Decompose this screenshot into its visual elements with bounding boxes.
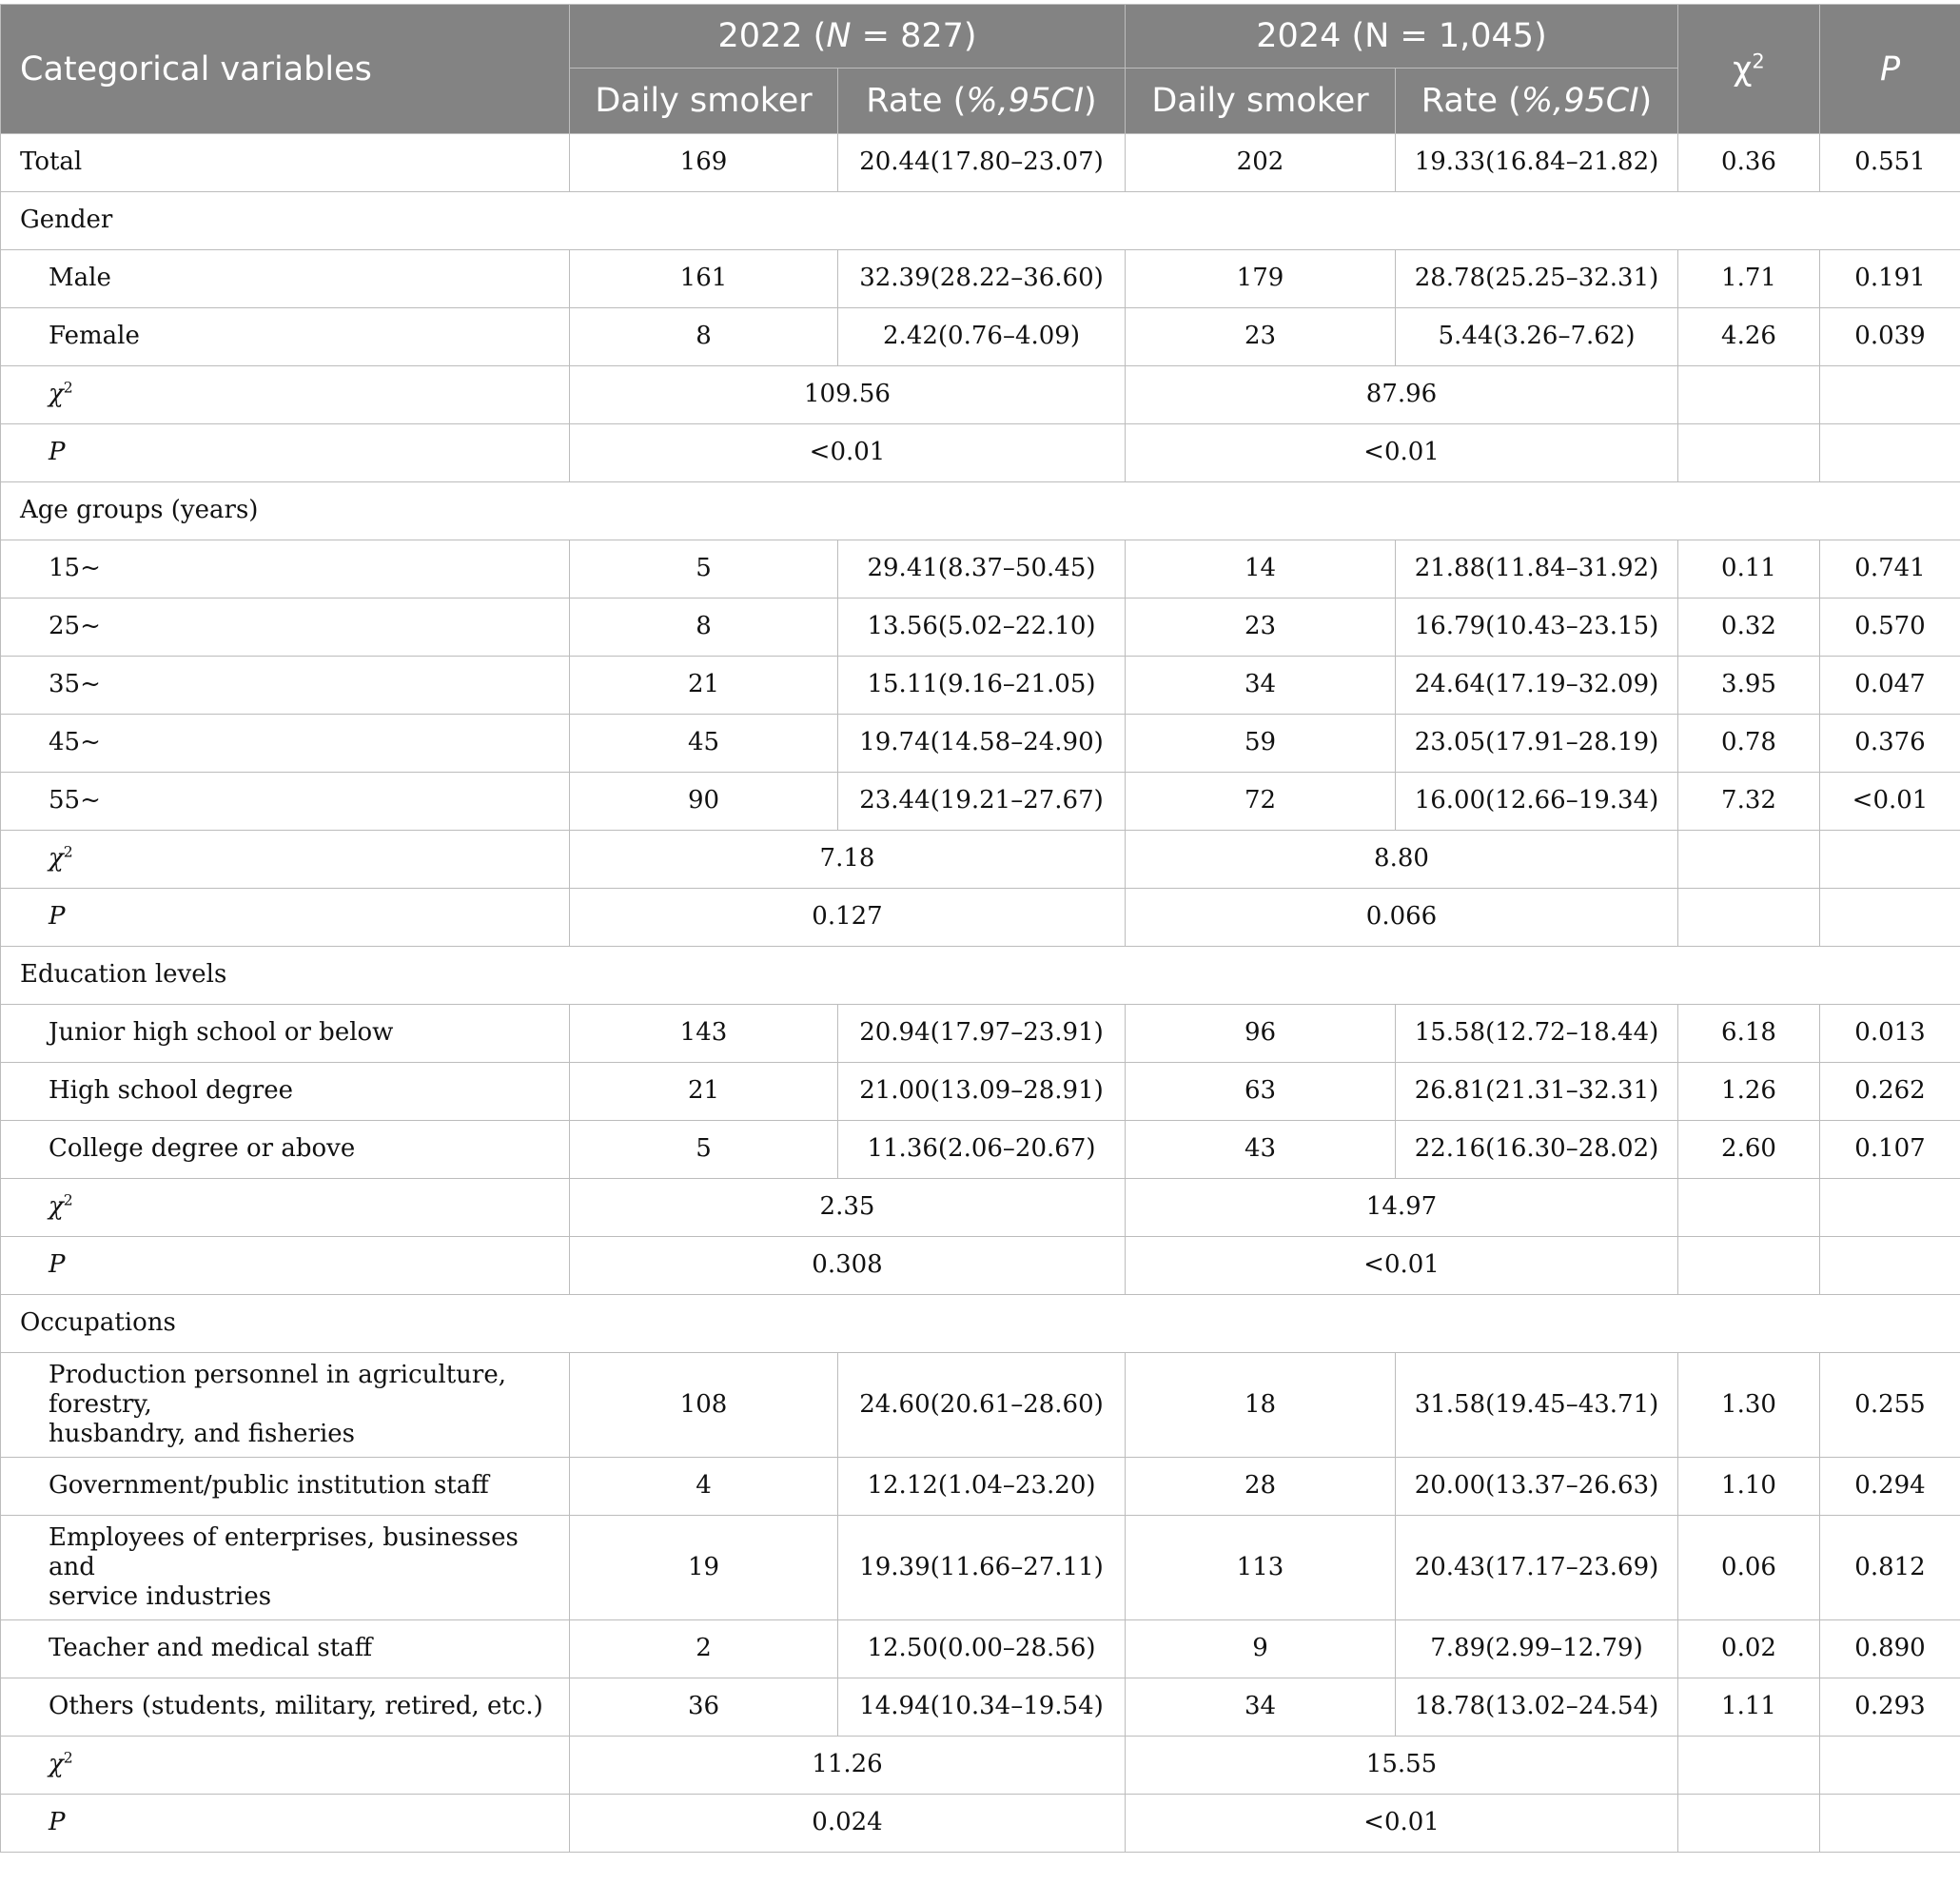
empty-cell [1678, 889, 1820, 947]
header-rate-2022: Rate (%,95CI) [838, 69, 1126, 134]
p-value-2024: <0.01 [1126, 1237, 1678, 1295]
rate-2024: 21.88(11.84–31.92) [1396, 540, 1678, 599]
daily-smoker-2024: 63 [1126, 1063, 1396, 1121]
rate-2024: 7.89(2.99–12.79) [1396, 1620, 1678, 1678]
daily-smoker-2024: 9 [1126, 1620, 1396, 1678]
section-label: Age groups (years) [1, 482, 1960, 540]
rate-2022: 14.94(10.34–19.54) [838, 1678, 1126, 1737]
empty-cell [1820, 889, 1960, 947]
empty-cell [1820, 366, 1960, 424]
daily-smoker-2024: 113 [1126, 1516, 1396, 1620]
section-row-occupations [1, 1295, 1960, 1353]
row-label: Total [1, 134, 570, 192]
row-label: P [1, 889, 570, 947]
smoking-rate-table [0, 4, 1960, 1853]
daily-smoker-2024: 96 [1126, 1005, 1396, 1063]
row-label: Production personnel in agriculture, forestry, husbandry, and fisheries [1, 1353, 570, 1458]
header-categorical-variables: Categorical variables [1, 5, 570, 134]
header-chi-square: $\chi^2$ [1678, 5, 1820, 134]
p-value: 0.039 [1820, 308, 1960, 366]
daily-smoker-2024: 23 [1126, 599, 1396, 657]
p-value-2022: 0.024 [570, 1795, 1126, 1853]
empty-cell [1820, 1237, 1960, 1295]
table-row-edu-chi [1, 1179, 1960, 1237]
chi-square-2022: 2.35 [570, 1179, 1126, 1237]
chi-square-2022: 109.56 [570, 366, 1126, 424]
daily-smoker-2022: 143 [570, 1005, 838, 1063]
table-row-edu-p [1, 1237, 1960, 1295]
rate-2024: 22.16(16.30–28.02) [1396, 1121, 1678, 1179]
daily-smoker-2022: 2 [570, 1620, 838, 1678]
p-value: 0.047 [1820, 657, 1960, 715]
row-label: 35~ [1, 657, 570, 715]
table-row-female [1, 308, 1960, 366]
header-rate-2024: Rate (%,95CI) [1396, 69, 1678, 134]
rate-2022: 21.00(13.09–28.91) [838, 1063, 1126, 1121]
rate-2024: 5.44(3.26–7.62) [1396, 308, 1678, 366]
p-value: 0.570 [1820, 599, 1960, 657]
p-value: 0.890 [1820, 1620, 1960, 1678]
rate-2024: 18.78(13.02–24.54) [1396, 1678, 1678, 1737]
section-label: Education levels [1, 947, 1960, 1005]
chi-square-value: 3.95 [1678, 657, 1820, 715]
p-value-2024: <0.01 [1126, 424, 1678, 482]
rate-2022: 19.74(14.58–24.90) [838, 715, 1126, 773]
daily-smoker-2022: 36 [570, 1678, 838, 1737]
rate-2024: 31.58(19.45–43.71) [1396, 1353, 1678, 1458]
rate-2022: 19.39(11.66–27.11) [838, 1516, 1126, 1620]
rate-2022: 32.39(28.22–36.60) [838, 250, 1126, 308]
table-row-edu-junior [1, 1005, 1960, 1063]
p-value-2024: 0.066 [1126, 889, 1678, 947]
p-value-2024: <0.01 [1126, 1795, 1678, 1853]
daily-smoker-2022: 19 [570, 1516, 838, 1620]
empty-cell [1820, 1795, 1960, 1853]
p-value: 0.376 [1820, 715, 1960, 773]
table-row-occ-p [1, 1795, 1960, 1853]
rate-2024: 15.58(12.72–18.44) [1396, 1005, 1678, 1063]
table-row-total [1, 134, 1960, 192]
chi-square-value: 0.78 [1678, 715, 1820, 773]
chi-square-value: 0.32 [1678, 599, 1820, 657]
table-row-occ-agriculture [1, 1353, 1960, 1458]
chi-square-value: 1.10 [1678, 1458, 1820, 1516]
daily-smoker-2024: 14 [1126, 540, 1396, 599]
daily-smoker-2024: 43 [1126, 1121, 1396, 1179]
daily-smoker-2022: 45 [570, 715, 838, 773]
table-row-age15 [1, 540, 1960, 599]
chi-square-2022: 7.18 [570, 831, 1126, 889]
table-row-male [1, 250, 1960, 308]
header-2022: 2022 (N = 827) [570, 5, 1126, 69]
row-label: Government/public institution staff [1, 1458, 570, 1516]
row-label: High school degree [1, 1063, 570, 1121]
chi-square-value: 0.11 [1678, 540, 1820, 599]
table-row-occ-employees [1, 1516, 1960, 1620]
chi-square-value: 0.36 [1678, 134, 1820, 192]
table-row-age35 [1, 657, 1960, 715]
daily-smoker-2022: 5 [570, 1121, 838, 1179]
row-label: Others (students, military, retired, etc.) [1, 1678, 570, 1737]
empty-cell [1820, 1179, 1960, 1237]
p-value: 0.191 [1820, 250, 1960, 308]
empty-cell [1678, 366, 1820, 424]
table-row-gender-p [1, 424, 1960, 482]
row-label: P [1, 1795, 570, 1853]
daily-smoker-2024: 179 [1126, 250, 1396, 308]
table-row-age45 [1, 715, 1960, 773]
chi-square-value: 7.32 [1678, 773, 1820, 831]
section-label: Gender [1, 192, 1960, 250]
row-label: 25~ [1, 599, 570, 657]
empty-cell [1820, 1737, 1960, 1795]
p-value: 0.255 [1820, 1353, 1960, 1458]
row-label: $\chi^2$ [1, 1737, 570, 1795]
p-value: 0.107 [1820, 1121, 1960, 1179]
section-row-age [1, 482, 1960, 540]
chi-square-value: 0.06 [1678, 1516, 1820, 1620]
rate-2022: 29.41(8.37–50.45) [838, 540, 1126, 599]
rate-2022: 12.12(1.04–23.20) [838, 1458, 1126, 1516]
rate-2024: 23.05(17.91–28.19) [1396, 715, 1678, 773]
empty-cell [1678, 1237, 1820, 1295]
p-value: <0.01 [1820, 773, 1960, 831]
empty-cell [1820, 424, 1960, 482]
row-label: Male [1, 250, 570, 308]
daily-smoker-2024: 18 [1126, 1353, 1396, 1458]
p-value-2022: <0.01 [570, 424, 1126, 482]
rate-2024: 20.43(17.17–23.69) [1396, 1516, 1678, 1620]
table-row-occ-others [1, 1678, 1960, 1737]
daily-smoker-2024: 202 [1126, 134, 1396, 192]
chi-square-2024: 8.80 [1126, 831, 1678, 889]
p-value: 0.812 [1820, 1516, 1960, 1620]
daily-smoker-2022: 8 [570, 599, 838, 657]
chi-square-2024: 14.97 [1126, 1179, 1678, 1237]
table-row-edu-high [1, 1063, 1960, 1121]
row-label: Female [1, 308, 570, 366]
chi-square-value: 1.11 [1678, 1678, 1820, 1737]
rate-2024: 16.00(12.66–19.34) [1396, 773, 1678, 831]
daily-smoker-2024: 23 [1126, 308, 1396, 366]
table-row-age-chi [1, 831, 1960, 889]
chi-square-2024: 87.96 [1126, 366, 1678, 424]
p-value: 0.293 [1820, 1678, 1960, 1737]
empty-cell [1678, 1179, 1820, 1237]
chi-square-value: 1.30 [1678, 1353, 1820, 1458]
p-value: 0.294 [1820, 1458, 1960, 1516]
row-label: 45~ [1, 715, 570, 773]
rate-2024: 24.64(17.19–32.09) [1396, 657, 1678, 715]
row-label: 55~ [1, 773, 570, 831]
daily-smoker-2022: 5 [570, 540, 838, 599]
daily-smoker-2024: 34 [1126, 1678, 1396, 1737]
chi-square-value: 1.71 [1678, 250, 1820, 308]
rate-2024: 19.33(16.84–21.82) [1396, 134, 1678, 192]
rate-2022: 11.36(2.06–20.67) [838, 1121, 1126, 1179]
daily-smoker-2022: 169 [570, 134, 838, 192]
daily-smoker-2022: 4 [570, 1458, 838, 1516]
daily-smoker-2022: 90 [570, 773, 838, 831]
row-label: Employees of enterprises, businesses and service industries [1, 1516, 570, 1620]
section-row-gender [1, 192, 1960, 250]
rate-2022: 20.44(17.80–23.07) [838, 134, 1126, 192]
row-label: $\chi^2$ [1, 831, 570, 889]
chi-square-2024: 15.55 [1126, 1737, 1678, 1795]
row-label: P [1, 424, 570, 482]
row-label: College degree or above [1, 1121, 570, 1179]
section-row-education [1, 947, 1960, 1005]
row-label: 15~ [1, 540, 570, 599]
row-label: P [1, 1237, 570, 1295]
table-row-occ-government [1, 1458, 1960, 1516]
chi-square-value: 2.60 [1678, 1121, 1820, 1179]
table-row-age25 [1, 599, 1960, 657]
chi-square-value: 6.18 [1678, 1005, 1820, 1063]
header-p-value: P [1820, 5, 1960, 134]
rate-2024: 26.81(21.31–32.31) [1396, 1063, 1678, 1121]
daily-smoker-2024: 28 [1126, 1458, 1396, 1516]
p-value: 0.013 [1820, 1005, 1960, 1063]
table-row-age-p [1, 889, 1960, 947]
rate-2022: 23.44(19.21–27.67) [838, 773, 1126, 831]
p-value: 0.262 [1820, 1063, 1960, 1121]
daily-smoker-2022: 161 [570, 250, 838, 308]
daily-smoker-2022: 8 [570, 308, 838, 366]
empty-cell [1678, 424, 1820, 482]
rate-2024: 28.78(25.25–32.31) [1396, 250, 1678, 308]
rate-2024: 16.79(10.43–23.15) [1396, 599, 1678, 657]
rate-2022: 13.56(5.02–22.10) [838, 599, 1126, 657]
header-daily-smoker-2024: Daily smoker [1126, 69, 1396, 134]
empty-cell [1678, 1737, 1820, 1795]
daily-smoker-2022: 21 [570, 657, 838, 715]
rate-2022: 2.42(0.76–4.09) [838, 308, 1126, 366]
row-label: $\chi^2$ [1, 1179, 570, 1237]
row-label: Teacher and medical staff [1, 1620, 570, 1678]
chi-square-2022: 11.26 [570, 1737, 1126, 1795]
daily-smoker-2024: 34 [1126, 657, 1396, 715]
daily-smoker-2024: 59 [1126, 715, 1396, 773]
daily-smoker-2022: 108 [570, 1353, 838, 1458]
rate-2022: 24.60(20.61–28.60) [838, 1353, 1126, 1458]
table-row-age55 [1, 773, 1960, 831]
chi-square-value: 4.26 [1678, 308, 1820, 366]
chi-square-value: 0.02 [1678, 1620, 1820, 1678]
header-daily-smoker-2022: Daily smoker [570, 69, 838, 134]
table-row-gender-chi [1, 366, 1960, 424]
p-value: 0.741 [1820, 540, 1960, 599]
rate-2022: 15.11(9.16–21.05) [838, 657, 1126, 715]
header-2024: 2024 (N = 1,045) [1126, 5, 1678, 69]
rate-2024: 20.00(13.37–26.63) [1396, 1458, 1678, 1516]
rate-2022: 12.50(0.00–28.56) [838, 1620, 1126, 1678]
row-label: $\chi^2$ [1, 366, 570, 424]
daily-smoker-2024: 72 [1126, 773, 1396, 831]
row-label: Junior high school or below [1, 1005, 570, 1063]
daily-smoker-2022: 21 [570, 1063, 838, 1121]
empty-cell [1678, 831, 1820, 889]
rate-2022: 20.94(17.97–23.91) [838, 1005, 1126, 1063]
empty-cell [1820, 831, 1960, 889]
p-value: 0.551 [1820, 134, 1960, 192]
header-row-1 [1, 5, 1960, 69]
empty-cell [1678, 1795, 1820, 1853]
p-value-2022: 0.308 [570, 1237, 1126, 1295]
table-row-occ-teacher [1, 1620, 1960, 1678]
chi-square-value: 1.26 [1678, 1063, 1820, 1121]
table-row-edu-college [1, 1121, 1960, 1179]
table-row-occ-chi [1, 1737, 1960, 1795]
section-label: Occupations [1, 1295, 1960, 1353]
p-value-2022: 0.127 [570, 889, 1126, 947]
